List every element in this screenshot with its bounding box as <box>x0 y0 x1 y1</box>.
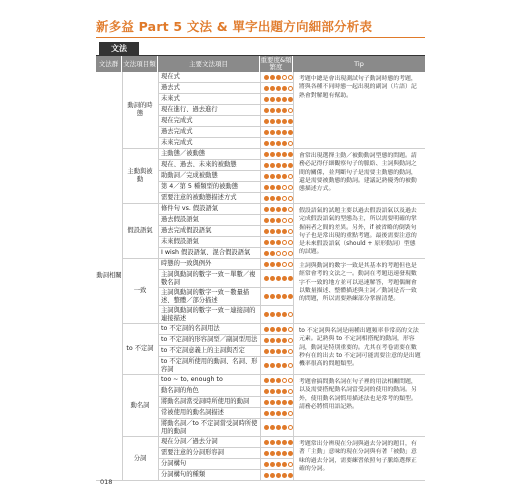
filled-dot-icon <box>270 338 275 343</box>
grammar-point-label: 需要注意的分詞形容詞 <box>161 449 224 456</box>
filled-dot-icon <box>270 196 275 201</box>
importance-rating <box>260 193 293 204</box>
grammar-point-label: 未來假設語氣 <box>161 238 199 245</box>
importance-rating <box>260 346 293 357</box>
grammar-point <box>158 215 260 226</box>
importance-rating <box>260 375 293 386</box>
importance-rating <box>260 324 293 335</box>
importance-rating <box>260 94 293 105</box>
tip-text: 主詞與動詞的數字一致是其基本的考題但也是經常會考的文法之一。動詞在考題迅速發現數字不一致的地方並可以迅速解答，考題偶爾會以數量描述、整體描述與主詞／動詞是否一致的問題，所以需要熟練部分掌握清楚。 <box>293 259 425 324</box>
filled-dot-icon <box>264 349 269 354</box>
tip-text: to 不定詞與名詞是兩種出題頻率非常高的文法元素。記熟與 to 不定詞相搭配的動詞，形容詞，動詞是特別重要的。尤其在考卷需要在數秒有在的出去 to 不定詞可能需要注意的是出題機率很高的問題類型。 <box>293 324 425 375</box>
filled-dot-icon <box>276 389 281 394</box>
grammar-point-label: 主詞與動詞的數字一致－連接詞的連接描述 <box>161 306 256 322</box>
grammar-point-label: 現在分詞／過去分詞 <box>161 438 218 445</box>
filled-dot-icon <box>276 338 281 343</box>
importance-rating <box>260 105 293 116</box>
tip-text: 考題常出分辨現在分詞與過去分詞的題目，有著「主動」意味的現在分詞與有著「被動」意味的過去分詞，需要練習依照句子脈絡選擇正確的分詞。 <box>293 437 425 481</box>
filled-dot-icon <box>276 378 281 383</box>
filled-dot-icon <box>276 75 281 80</box>
grammar-point <box>158 149 260 160</box>
filled-dot-icon <box>276 349 281 354</box>
column-divider <box>122 72 123 481</box>
importance-rating <box>260 248 293 259</box>
tip-text: 會常出現選擇主動／被動動詞型態的問題。請務必記得仔細觀察句子的脈絡、主詞與動詞之間的關係，並判斷句子是需要主動態的動詞，還是需要被動態的動詞。建議記熟優秀的被動態描述方式。 <box>293 149 425 204</box>
grammar-point-label: to 不定詞意義上的主詞與否定 <box>161 347 245 354</box>
grammar-point <box>158 270 260 288</box>
filled-dot-icon <box>270 276 275 281</box>
filled-dot-icon <box>264 363 269 368</box>
grammar-point <box>158 306 260 324</box>
grammar-point-label: 動名詞的角色 <box>161 387 199 394</box>
grammar-point-label: 主詞與動詞的數字一致－數量描述、整體／部分描述 <box>161 288 250 304</box>
filled-dot-icon <box>276 130 281 135</box>
filled-dot-icon <box>264 389 269 394</box>
grammar-point <box>158 127 260 138</box>
filled-dot-icon <box>270 141 275 146</box>
grammar-point-label: 條件句 vs. 假設語氣 <box>161 205 219 212</box>
grammar-point-label: 過去完成式 <box>161 128 193 135</box>
filled-dot-icon <box>282 119 287 124</box>
filled-dot-icon <box>270 451 275 456</box>
header-group: 文法群 <box>96 56 122 72</box>
grammar-point-label: 過去完成假設語氣 <box>161 227 212 234</box>
importance-rating <box>260 182 293 193</box>
grammar-point <box>158 94 260 105</box>
filled-dot-icon <box>264 196 269 201</box>
filled-dot-icon <box>264 75 269 80</box>
filled-dot-icon <box>270 363 275 368</box>
filled-dot-icon <box>282 229 287 234</box>
filled-dot-icon <box>270 229 275 234</box>
category-label: 分詞 <box>122 437 158 481</box>
grammar-point <box>158 408 260 419</box>
grammar-point <box>158 248 260 259</box>
filled-dot-icon <box>282 276 287 281</box>
big-category-label: 動詞相關 <box>96 72 122 481</box>
filled-dot-icon <box>264 207 269 212</box>
importance-rating <box>260 306 293 324</box>
grammar-point <box>158 335 260 346</box>
filled-dot-icon <box>270 440 275 445</box>
grammar-point <box>158 288 260 306</box>
grammar-point-label: 將動名詞當受詞時所使用的動詞 <box>161 398 250 405</box>
grammar-point-label: 將動名詞／to 不定詞當受詞時所使用的動詞 <box>161 419 258 435</box>
filled-dot-icon <box>270 207 275 212</box>
filled-dot-icon <box>264 294 269 299</box>
filled-dot-icon <box>276 218 281 223</box>
filled-dot-icon <box>264 174 269 179</box>
grammar-point <box>158 448 260 459</box>
filled-dot-icon <box>282 411 287 416</box>
empty-dot-icon <box>282 218 287 223</box>
importance-rating <box>260 138 293 149</box>
importance-rating <box>260 149 293 160</box>
filled-dot-icon <box>270 163 275 168</box>
filled-dot-icon <box>282 400 287 405</box>
grammar-point <box>158 193 260 204</box>
grammar-point <box>158 204 260 215</box>
filled-dot-icon <box>264 473 269 478</box>
importance-rating <box>260 259 293 270</box>
filled-dot-icon <box>264 440 269 445</box>
filled-dot-icon <box>264 86 269 91</box>
tip-text: 考題中總是會出現測試句子動詞時態的考題，將與各種不同時態一起出現的副詞（片語）記熟會對解題有幫助。 <box>293 72 425 149</box>
filled-dot-icon <box>276 312 281 317</box>
grammar-point <box>158 105 260 116</box>
filled-dot-icon <box>270 425 275 430</box>
grammar-point-label: to 不定詞的形容詞型／副詞型用法 <box>161 336 258 343</box>
filled-dot-icon <box>276 363 281 368</box>
empty-dot-icon <box>282 251 287 256</box>
title-rule <box>96 37 425 38</box>
filled-dot-icon <box>276 229 281 234</box>
filled-dot-icon <box>282 312 287 317</box>
grammar-point <box>158 346 260 357</box>
filled-dot-icon <box>270 349 275 354</box>
filled-dot-icon <box>282 473 287 478</box>
filled-dot-icon <box>264 312 269 317</box>
importance-rating <box>260 408 293 419</box>
grammar-point <box>158 171 260 182</box>
grammar-point-label: 分詞構句 <box>161 460 187 467</box>
filled-dot-icon <box>276 163 281 168</box>
grammar-point <box>158 357 260 375</box>
filled-dot-icon <box>264 229 269 234</box>
importance-rating <box>260 397 293 408</box>
filled-dot-icon <box>264 338 269 343</box>
grammar-point-label: 常被使用的動名詞描述 <box>161 409 224 416</box>
grammar-point <box>158 160 260 171</box>
filled-dot-icon <box>270 185 275 190</box>
filled-dot-icon <box>282 207 287 212</box>
grammar-point-label: 主動態／被動態 <box>161 150 206 157</box>
filled-dot-icon <box>264 276 269 281</box>
header-importance: 重要度&頻繁度 <box>260 56 292 71</box>
filled-dot-icon <box>270 240 275 245</box>
filled-dot-icon <box>264 251 269 256</box>
filled-dot-icon <box>270 108 275 113</box>
filled-dot-icon <box>276 327 281 332</box>
filled-dot-icon <box>282 327 287 332</box>
empty-dot-icon <box>282 75 287 80</box>
grammar-point <box>158 182 260 193</box>
importance-rating <box>260 127 293 138</box>
filled-dot-icon <box>276 174 281 179</box>
filled-dot-icon <box>276 425 281 430</box>
filled-dot-icon <box>276 152 281 157</box>
tip-text: 考題會搞問動名詞在句子裡的用法相關問題，以及需要搭配動名詞當受詞的使用的動詞。另外，使用動名詞慣用描述法也是常考的類型。請務必將慣用語記熟。 <box>293 375 425 437</box>
importance-rating <box>260 160 293 171</box>
filled-dot-icon <box>264 240 269 245</box>
filled-dot-icon <box>264 185 269 190</box>
category-label: 動名詞 <box>122 375 158 437</box>
category-label: 假設語氣 <box>122 204 158 259</box>
importance-rating <box>260 459 293 470</box>
grammar-point <box>158 259 260 270</box>
filled-dot-icon <box>282 349 287 354</box>
filled-dot-icon <box>276 294 281 299</box>
column-divider <box>158 72 159 481</box>
filled-dot-icon <box>282 108 287 113</box>
filled-dot-icon <box>282 130 287 135</box>
grammar-point-label: too ~ to, enough to <box>161 376 223 383</box>
tip-text: 假設語氣的試題主要以過去假設語氣以及過去完成假設語氣的型態為主，所以需要明確的掌握兩者之間的差異。另外，if 被省略的倒裝句句子也是常出現的重點考題。最後需要注意的是未來假設語氣（should + 原形動詞）型態的試題。 <box>293 204 425 259</box>
filled-dot-icon <box>276 119 281 124</box>
filled-dot-icon <box>282 141 287 146</box>
importance-rating <box>260 470 293 481</box>
filled-dot-icon <box>270 262 275 267</box>
filled-dot-icon <box>282 338 287 343</box>
filled-dot-icon <box>270 400 275 405</box>
importance-rating <box>260 171 293 182</box>
filled-dot-icon <box>276 86 281 91</box>
filled-dot-icon <box>282 152 287 157</box>
filled-dot-icon <box>264 451 269 456</box>
importance-rating <box>260 226 293 237</box>
importance-rating <box>260 204 293 215</box>
grammar-point <box>158 397 260 408</box>
filled-dot-icon <box>276 400 281 405</box>
importance-rating <box>260 116 293 127</box>
filled-dot-icon <box>270 152 275 157</box>
importance-rating <box>260 357 293 375</box>
filled-dot-icon <box>276 276 281 281</box>
empty-dot-icon <box>276 251 281 256</box>
page-title: 新多益 Part 5 文法 & 單字出題方向細部分析表 <box>96 19 373 34</box>
importance-rating <box>260 237 293 248</box>
grammar-point-label: 未來式 <box>161 95 180 102</box>
filled-dot-icon <box>282 97 287 102</box>
filled-dot-icon <box>276 207 281 212</box>
grammar-point-label: 第 4／第 5 種類型的被動態 <box>161 183 238 190</box>
filled-dot-icon <box>270 119 275 124</box>
filled-dot-icon <box>270 473 275 478</box>
filled-dot-icon <box>276 108 281 113</box>
grammar-point <box>158 437 260 448</box>
filled-dot-icon <box>276 185 281 190</box>
grammar-point <box>158 324 260 335</box>
importance-rating <box>260 437 293 448</box>
filled-dot-icon <box>264 262 269 267</box>
filled-dot-icon <box>276 262 281 267</box>
filled-dot-icon <box>270 218 275 223</box>
filled-dot-icon <box>282 174 287 179</box>
header-item: 主要文法項目 <box>158 56 260 72</box>
empty-dot-icon <box>282 378 287 383</box>
filled-dot-icon <box>264 378 269 383</box>
grammar-point-label: 未來完成式 <box>161 139 193 146</box>
grammar-point-label: 需要注意的被動態描述方式 <box>161 194 237 201</box>
grammar-point <box>158 138 260 149</box>
grammar-point-label: to 不定詞的名詞用法 <box>161 325 220 332</box>
empty-dot-icon <box>282 262 287 267</box>
filled-dot-icon <box>276 440 281 445</box>
filled-dot-icon <box>264 141 269 146</box>
grammar-point-label: 現在進行、過去進行 <box>161 106 218 113</box>
filled-dot-icon <box>282 440 287 445</box>
grammar-point <box>158 419 260 437</box>
importance-rating <box>260 335 293 346</box>
filled-dot-icon <box>276 240 281 245</box>
filled-dot-icon <box>264 97 269 102</box>
grammar-point-label: 過去假設語氣 <box>161 216 199 223</box>
grammar-point-label: 助動詞／完成被動態 <box>161 172 218 179</box>
filled-dot-icon <box>270 294 275 299</box>
filled-dot-icon <box>276 141 281 146</box>
filled-dot-icon <box>264 425 269 430</box>
importance-rating <box>260 72 293 83</box>
grammar-point-label: 現在完成式 <box>161 117 193 124</box>
grammar-point <box>158 375 260 386</box>
empty-dot-icon <box>282 196 287 201</box>
filled-dot-icon <box>264 152 269 157</box>
filled-dot-icon <box>270 389 275 394</box>
filled-dot-icon <box>264 462 269 467</box>
filled-dot-icon <box>270 251 275 256</box>
filled-dot-icon <box>282 389 287 394</box>
grammar-point-label: to 不定詞所使用的動詞、名詞、形容詞 <box>161 357 258 373</box>
filled-dot-icon <box>264 411 269 416</box>
grammar-point-label: 分詞構句的種類 <box>161 471 206 478</box>
grammar-point <box>158 237 260 248</box>
filled-dot-icon <box>264 163 269 168</box>
column-divider <box>293 72 294 481</box>
column-divider <box>260 72 261 481</box>
empty-dot-icon <box>282 240 287 245</box>
importance-rating <box>260 270 293 288</box>
filled-dot-icon <box>270 312 275 317</box>
filled-dot-icon <box>276 411 281 416</box>
filled-dot-icon <box>282 462 287 467</box>
filled-dot-icon <box>282 451 287 456</box>
filled-dot-icon <box>270 378 275 383</box>
grammar-point-label: 主詞與動詞的數字一致－單數／複數名詞 <box>161 270 256 286</box>
filled-dot-icon <box>264 119 269 124</box>
grammar-point <box>158 459 260 470</box>
filled-dot-icon <box>276 473 281 478</box>
grammar-point <box>158 386 260 397</box>
importance-rating <box>260 288 293 306</box>
category-label: to 不定詞 <box>122 324 158 375</box>
category-label: 主動與被動 <box>122 149 158 204</box>
filled-dot-icon <box>264 130 269 135</box>
header-category: 文法項目類 <box>122 56 158 72</box>
importance-rating <box>260 83 293 94</box>
grammar-point-label: I wish 假設語氣、混合假設語氣 <box>161 249 251 256</box>
filled-dot-icon <box>282 86 287 91</box>
filled-dot-icon <box>282 294 287 299</box>
grammar-point-label: 時態的一致與例外 <box>161 260 212 267</box>
category-label: 動詞的時態 <box>122 72 158 149</box>
grammar-point <box>158 116 260 127</box>
filled-dot-icon <box>270 462 275 467</box>
filled-dot-icon <box>270 86 275 91</box>
filled-dot-icon <box>270 411 275 416</box>
importance-rating <box>260 419 293 437</box>
filled-dot-icon <box>270 75 275 80</box>
filled-dot-icon <box>270 174 275 179</box>
grammar-point <box>158 83 260 94</box>
filled-dot-icon <box>270 130 275 135</box>
category-label: 一致 <box>122 259 158 324</box>
filled-dot-icon <box>276 451 281 456</box>
filled-dot-icon <box>264 108 269 113</box>
header-tip: Tip <box>293 56 425 72</box>
importance-rating <box>260 448 293 459</box>
grammar-point <box>158 470 260 481</box>
filled-dot-icon <box>264 218 269 223</box>
importance-rating <box>260 386 293 397</box>
grammar-point <box>158 72 260 83</box>
filled-dot-icon <box>264 400 269 405</box>
filled-dot-icon <box>270 97 275 102</box>
grammar-point-label: 現在式 <box>161 73 180 80</box>
importance-rating <box>260 215 293 226</box>
filled-dot-icon <box>276 462 281 467</box>
grammar-point <box>158 226 260 237</box>
grammar-point-label: 現在、過去、未來的被動態 <box>161 161 237 168</box>
filled-dot-icon <box>270 327 275 332</box>
filled-dot-icon <box>276 97 281 102</box>
filled-dot-icon <box>282 163 287 168</box>
filled-dot-icon <box>282 363 287 368</box>
filled-dot-icon <box>264 327 269 332</box>
section-label: 文法 <box>99 42 139 55</box>
grammar-point-label: 過去式 <box>161 84 180 91</box>
filled-dot-icon <box>276 196 281 201</box>
filled-dot-icon <box>282 425 287 430</box>
empty-dot-icon <box>282 185 287 190</box>
page-number: 018 <box>100 478 113 486</box>
